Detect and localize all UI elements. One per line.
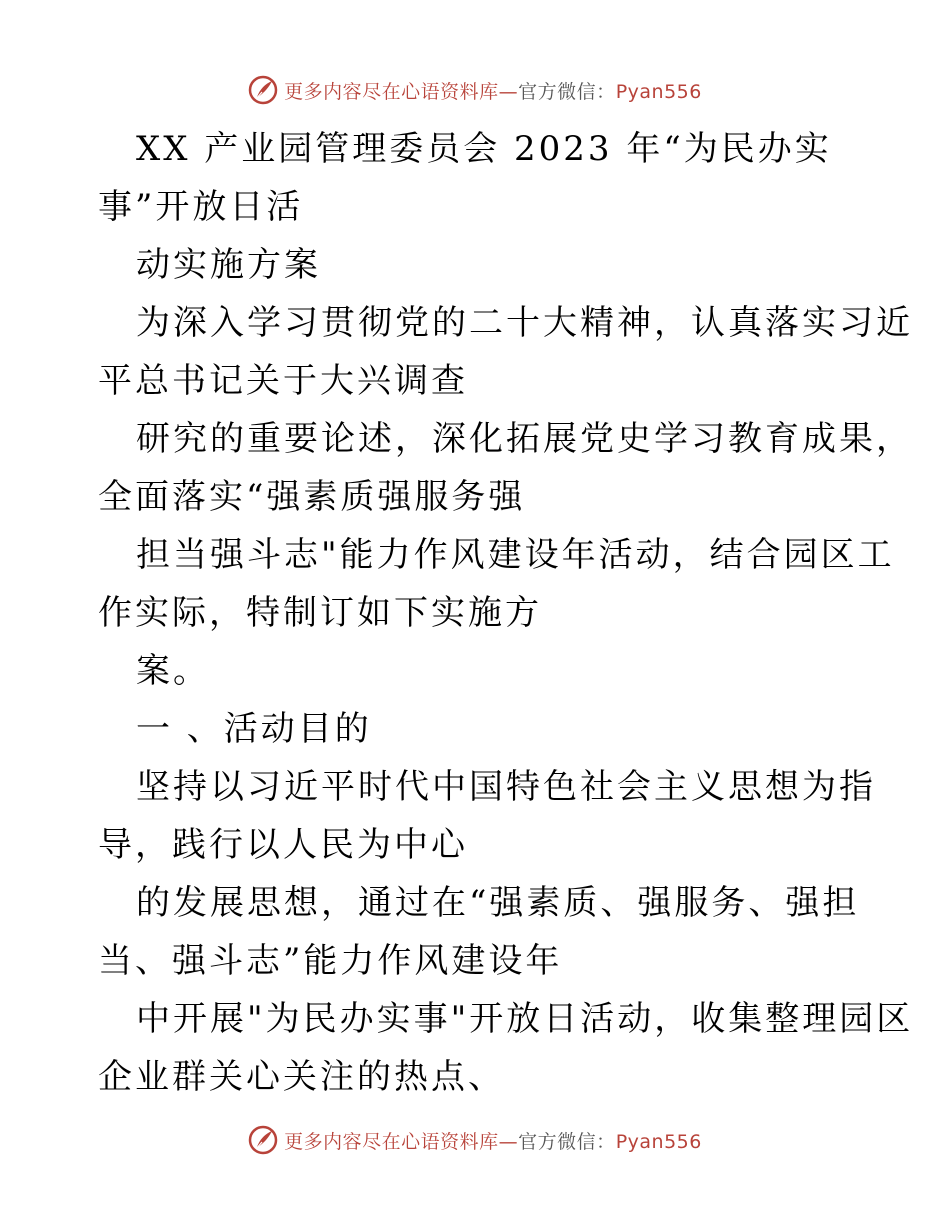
header-watermark (0, 70, 950, 110)
paragraph-line: 坚持以习近平时代中国特色社会主义思想为指 (136, 767, 876, 807)
title-line-1: XX 产业园管理委员会 2023 年“为民办实 (136, 129, 832, 169)
feather-pen-logo-icon (248, 75, 278, 105)
watermark-main-text: 更多内容尽在心语资料库 (284, 1130, 499, 1153)
paragraph-line: 案。 (136, 651, 210, 691)
watermark-account: Pyan556 (615, 1130, 702, 1153)
paragraph-line: 为深入学习贯彻党的二十大精神，认真落实习近 (136, 303, 913, 343)
section-heading: 一 、活动目的 (136, 709, 372, 749)
paragraph-line: 导，践行以人民为中心 (98, 825, 468, 865)
document-body (98, 120, 914, 1106)
watermark-main-text: 更多内容尽在心语资料库 (284, 80, 499, 103)
title-line-3: 动实施方案 (136, 245, 321, 285)
paragraph-line: 平总书记关于大兴调查 (98, 361, 468, 401)
title-line-2: 事”开放日活 (98, 187, 304, 227)
watermark-account: Pyan556 (615, 80, 702, 103)
paragraph-line: 担当强斗志"能力作风建设年活动，结合园区工 (136, 535, 895, 575)
watermark-wechat-label: 官方微信： (518, 80, 616, 103)
paragraph-line: 中开展"为民办实事"开放日活动，收集整理园区 (136, 999, 914, 1039)
footer-watermark (0, 1120, 950, 1160)
watermark-separator: — (498, 80, 519, 103)
paragraph-line: 全面落实“强素质强服务强 (98, 477, 526, 517)
watermark-text (284, 77, 702, 104)
watermark-wechat-label: 官方微信： (518, 1130, 616, 1153)
paragraph-line: 当、强斗志”能力作风建设年 (98, 941, 563, 981)
paragraph-line: 作实际，特制订如下实施方 (98, 593, 542, 633)
paragraph-line: 企业群关心关注的热点、 (98, 1057, 505, 1097)
feather-pen-logo-icon (248, 1125, 278, 1155)
paragraph-line: 的发展思想，通过在“强素质、强服务、强担 (136, 883, 860, 923)
paragraph-line: 研究的重要论述，深化拓展党史学习教育成果， (136, 419, 913, 459)
watermark-separator: — (498, 1130, 519, 1153)
watermark-text (284, 1127, 702, 1154)
